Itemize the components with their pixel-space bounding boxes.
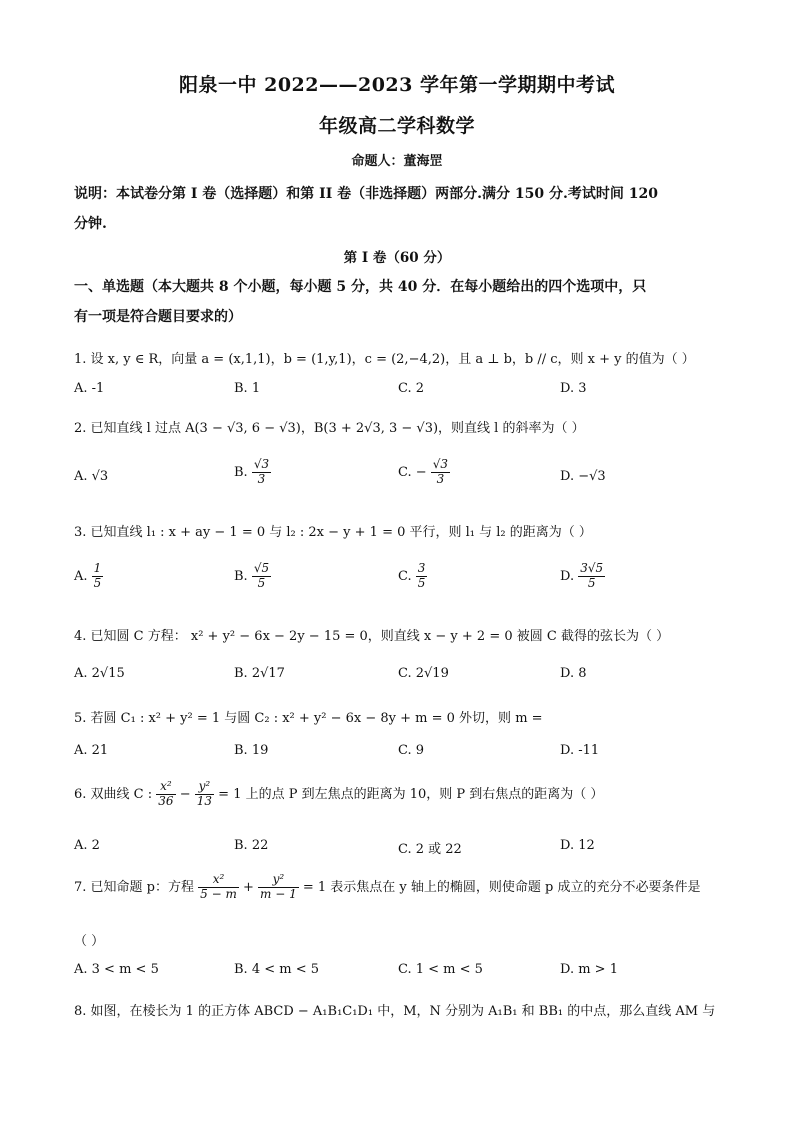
q3-option-b	[234, 562, 271, 591]
q6-option-d: D. 12	[560, 838, 595, 853]
exam-title: 阳泉一中 2022——2023 学年第一学期期中考试	[179, 74, 615, 96]
q7-option-c: C. 1 < m < 5	[398, 962, 483, 977]
instructions-line-2: 分钟.	[74, 216, 107, 232]
fraction-denominator: 5	[257, 575, 266, 590]
q3-option-c	[398, 562, 427, 591]
q5-option-a: A. 21	[74, 743, 109, 758]
fraction-numerator: y²	[258, 873, 299, 888]
option-label: A.	[74, 568, 88, 584]
fraction	[195, 780, 214, 809]
author-line: 命题人：董海罡	[351, 154, 443, 169]
question-7-stem-line-2: （ ）	[74, 934, 105, 949]
q7-option-d: D. m > 1	[560, 962, 618, 977]
q3-option-a	[74, 562, 103, 591]
q2-option-c	[398, 458, 450, 487]
q2-option-d: D. −√3	[560, 469, 606, 484]
question-7-stem	[74, 873, 701, 902]
fraction	[258, 873, 299, 902]
q5-option-b: B. 19	[234, 743, 269, 758]
stem-suffix: = 1 表示焦点在 y 轴上的椭圆，则使命题 p 成立的充分不必要条件是	[302, 879, 701, 895]
q7-option-a: A. 3 < m < 5	[74, 962, 159, 977]
fraction	[252, 562, 271, 591]
fraction-denominator: 5	[93, 575, 102, 590]
question-5-stem: 5. 若圆 C₁ : x² + y² = 1 与圆 C₂ : x² + y² − 6x − 8y + m = 0 外切，则 m =	[74, 711, 543, 726]
fraction-numerator: y²	[195, 780, 214, 795]
question-2-stem: 2. 已知直线 l 过点 A(3 − √3, 6 − √3)，B(3 + 2√3, 3 − √3)，则直线 l 的斜率为（ ）	[74, 421, 585, 436]
instructions-line-1: 说明：本试卷分第 I 卷（选择题）和第 II 卷（非选择题）两部分.满分 150 分.考试时间 120	[74, 186, 658, 202]
fraction	[431, 458, 450, 487]
fraction	[578, 562, 605, 591]
fraction-denominator: 13	[196, 793, 213, 808]
operator: −	[179, 786, 191, 802]
fraction-denominator: 5 − m	[200, 886, 237, 901]
part-heading-line-1: 一、单选题（本大题共 8 个小题，每小题 5 分，共 40 分．在每小题给出的四个选项中，只	[74, 279, 647, 295]
option-label: C. −	[398, 464, 427, 480]
q6-option-c: C. 2 或 22	[398, 842, 462, 857]
option-label: C.	[398, 568, 412, 584]
q7-option-b: B. 4 < m < 5	[234, 962, 320, 977]
fraction-numerator: √5	[253, 561, 270, 575]
fraction-numerator: 1	[93, 561, 102, 575]
q1-option-d: D. 3	[560, 381, 587, 396]
question-1-stem: 1. 设 x, y ∈ R，向量 a = (x,1,1)，b = (1,y,1)，c = (2,−4,2)，且 a ⊥ b，b // c，则 x + y 的值为（ ）	[74, 352, 695, 367]
fraction-numerator: 3	[417, 561, 426, 575]
option-label: B.	[234, 464, 248, 480]
stem-prefix: 6. 双曲线 C :	[74, 786, 153, 802]
stem-suffix: = 1 上的点 P 到左焦点的距离为 10，则 P 到右焦点的距离为（ ）	[218, 786, 604, 802]
q5-option-c: C. 9	[398, 743, 425, 758]
q4-option-d: D. 8	[560, 666, 587, 681]
q3-option-d	[560, 562, 605, 591]
q4-option-a: A. 2√15	[74, 666, 125, 681]
fraction-numerator: 3√5	[580, 561, 604, 575]
q4-option-c: C. 2√19	[398, 666, 449, 681]
stem-prefix: 7. 已知命题 p：方程	[74, 879, 194, 895]
fraction	[92, 562, 104, 591]
question-6-stem	[74, 780, 603, 809]
fraction-numerator: √3	[253, 457, 270, 471]
option-label: B.	[234, 568, 248, 584]
q2-option-a: A. √3	[74, 469, 109, 484]
q5-option-d: D. -11	[560, 743, 600, 758]
part-heading-line-2: 有一项是符合题目要求的）	[74, 309, 242, 325]
q1-option-b: B. 1	[234, 381, 261, 396]
fraction-denominator: 5	[417, 575, 426, 590]
fraction	[156, 780, 175, 809]
fraction	[252, 458, 271, 487]
fraction-denominator: 36	[158, 793, 174, 808]
q2-option-b	[234, 458, 271, 487]
question-3-stem: 3. 已知直线 l₁ : x + ay − 1 = 0 与 l₂ : 2x − y + 1 = 0 平行，则 l₁ 与 l₂ 的距离为（ ）	[74, 525, 592, 540]
q6-option-a: A. 2	[74, 838, 100, 853]
fraction-numerator: x²	[156, 780, 175, 795]
question-8-stem: 8. 如图，在棱长为 1 的正方体 ABCD − A₁B₁C₁D₁ 中，M，N 分别为 A₁B₁ 和 BB₁ 的中点，那么直线 AM 与	[74, 1004, 716, 1019]
fraction	[198, 873, 239, 902]
fraction-numerator: x²	[198, 873, 239, 888]
exam-subtitle: 年级高二学科数学	[318, 115, 475, 137]
fraction-numerator: √3	[432, 457, 449, 471]
fraction-denominator: m − 1	[260, 886, 297, 901]
fraction-denominator: 3	[257, 471, 266, 486]
fraction	[416, 562, 428, 591]
fraction-denominator: 5	[587, 575, 596, 590]
option-label: D.	[560, 568, 575, 584]
fraction-denominator: 3	[436, 471, 445, 486]
operator: +	[242, 879, 254, 895]
q1-option-c: C. 2	[398, 381, 425, 396]
q4-option-b: B. 2√17	[234, 666, 285, 681]
q1-option-a: A. -1	[74, 381, 105, 396]
q6-option-b: B. 22	[234, 838, 269, 853]
section-title: 第 I 卷（60 分）	[343, 250, 451, 266]
question-4-stem: 4. 已知圆 C 方程： x² + y² − 6x − 2y − 15 = 0，则直线 x − y + 2 = 0 被圆 C 截得的弦长为（ ）	[74, 629, 670, 644]
